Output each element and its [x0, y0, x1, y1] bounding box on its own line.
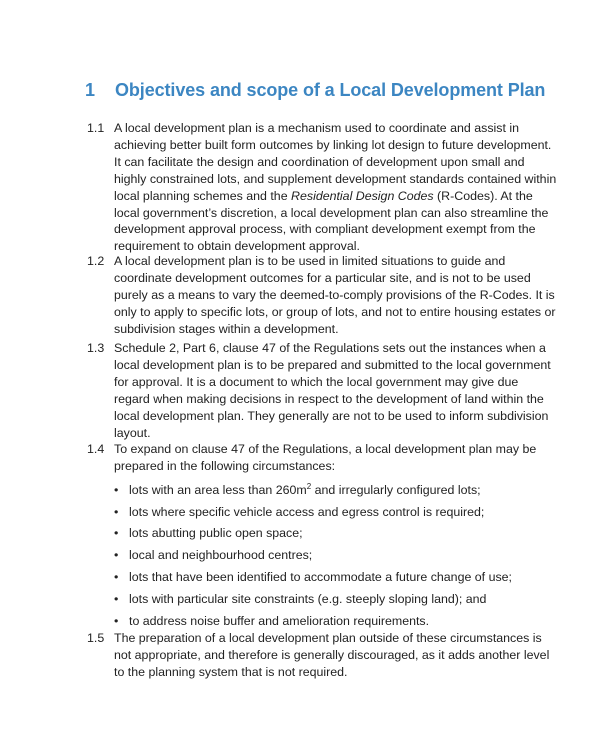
list-item: • to address noise buffer and amelioration requirements.	[114, 613, 430, 628]
list-item: • lots that have been identified to accommodate a future change of use;	[114, 570, 512, 584]
section-body	[114, 441, 557, 630]
section-1-1	[87, 120, 557, 255]
paragraph-text: To expand on clause 47 of the Regulations, a local development plan may be prepared in the following circumstances:	[114, 442, 537, 473]
heading-title: Objectives and scope of a Local Development Plan	[115, 80, 546, 100]
paragraph-text: A local development plan is a mechanism used to coordinate and assist in achieving better built form outcomes by linking lot design to future development. It can facilitate the design and coordination of development upon small and highly constrained lots, and supplement development standards contained within local planning schemes and the	[114, 121, 557, 203]
section-1-2	[87, 253, 557, 338]
italic-title: Residential Design Codes	[291, 188, 434, 203]
paragraph-text-cont: (R-Codes). At the local government’s discretion, a local development plan can also streamline the development approval process, with compliant development exempt from the requirement to obtain development approval.	[114, 188, 549, 254]
section-number: 1.3	[87, 341, 105, 355]
section-number: 1.1	[87, 121, 105, 135]
section-number: 1.5	[87, 631, 105, 645]
list-item: • lots with an area less than $260m^2$ and irregularly configured lots;	[114, 481, 481, 497]
bullet-icon: •	[114, 548, 119, 563]
bullet-icon: •	[114, 591, 119, 606]
list-item: • lots with particular site constraints (e.g. steeply sloping land); and	[114, 591, 487, 606]
paragraph-text: A local development plan is to be used in limited situations to guide and coordinate development outcomes for a particular site, and is not to be used purely as a means to vary the deemed-to-comply provisions of the R-Codes. It is only to apply to specific lots, or group of lots, and not to entire housing estates or subdivision stages within a development.	[114, 254, 556, 336]
bullet-icon: •	[114, 613, 119, 628]
section-number: 1.2	[87, 254, 105, 268]
bullet-icon: •	[114, 482, 119, 497]
superscript: 2	[306, 481, 312, 491]
section-number: 1.4	[87, 442, 105, 456]
list-item: • lots where specific vehicle access and egress control is required;	[114, 504, 485, 519]
paragraph-text: The preparation of a local development plan outside of these circumstances is not appropriate, and therefore is generally discouraged, as it adds another level to the planning system that is not required.	[114, 631, 550, 679]
section-1-3	[87, 340, 557, 441]
section-body	[114, 120, 557, 255]
bullet-icon: •	[114, 526, 119, 541]
section-heading	[85, 80, 580, 101]
section-1-5	[87, 630, 557, 681]
bullet-icon: •	[114, 504, 119, 519]
list-item: • lots abutting public open space;	[114, 526, 303, 541]
bullet-list	[114, 482, 557, 630]
section-1-4	[87, 441, 557, 634]
bullet-icon: •	[114, 570, 119, 584]
paragraph-text: Schedule 2, Part 6, clause 47 of the Regulations sets out the instances when a local development plan is to be prepared and submitted to the local government for approval. It is a document to which the local government may give due regard when making decisions in respect to the development of land within the local development plan. They generally are not to be used to inform subdivision layout.	[114, 341, 551, 440]
list-item: • local and neighbourhood centres;	[114, 548, 313, 563]
heading-number: 1	[85, 80, 95, 100]
